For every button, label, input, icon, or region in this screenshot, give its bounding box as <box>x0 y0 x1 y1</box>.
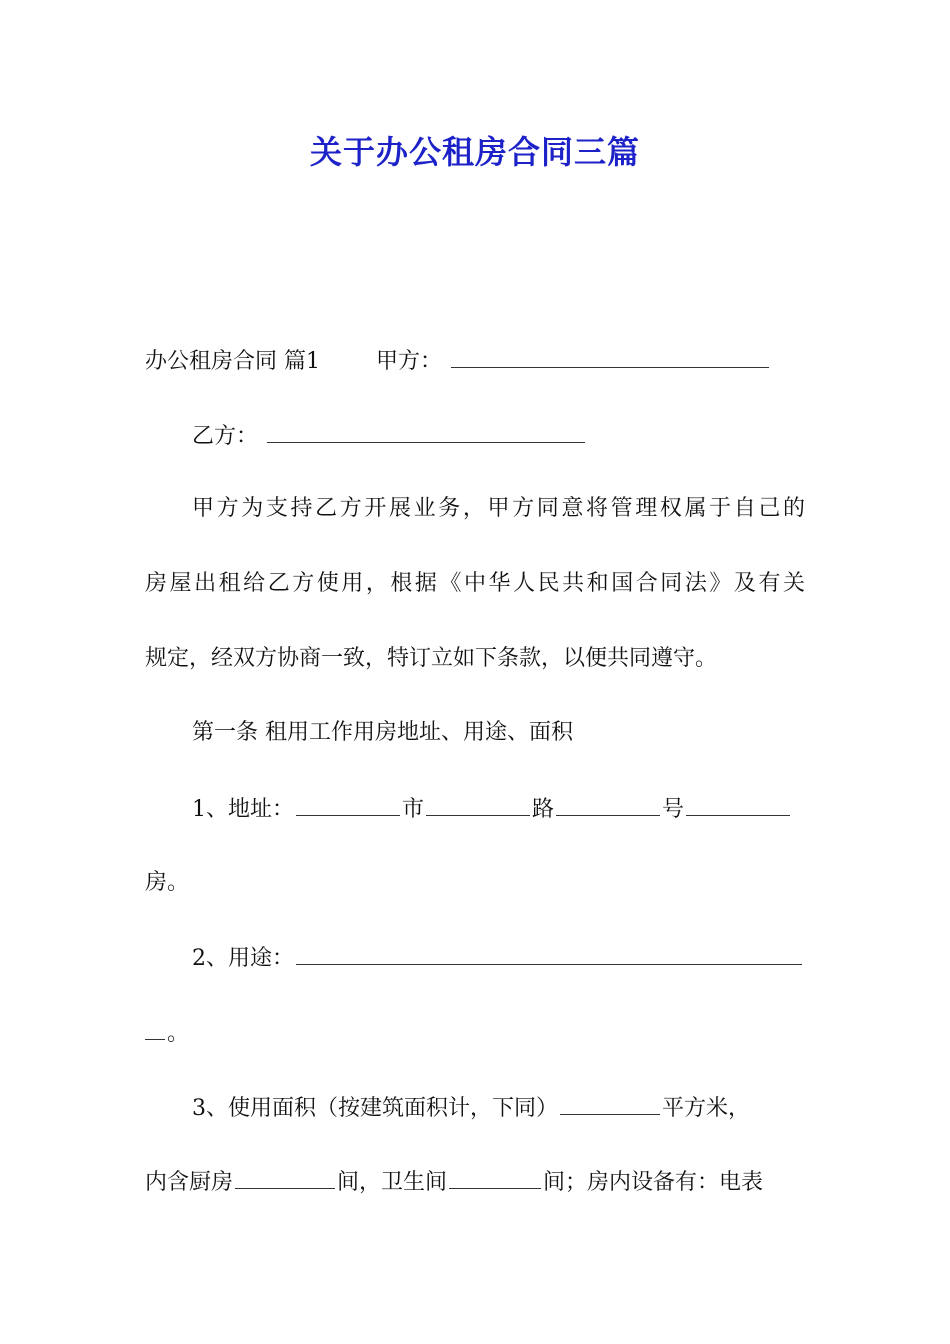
party-b-label: 乙方： <box>192 424 259 449</box>
kitchen-label: 内含厨房 <box>145 1170 234 1195</box>
use-blank[interactable] <box>296 942 802 965</box>
article-1-heading: 第一条 租用工作用房地址、用途、面积 <box>192 720 573 745</box>
use-end-punct: 。 <box>167 1021 190 1046</box>
use-blank-continued[interactable] <box>145 1017 165 1040</box>
address-room-blank[interactable] <box>686 793 790 816</box>
address-number-blank[interactable] <box>556 793 660 816</box>
bathroom-blank[interactable] <box>449 1166 541 1189</box>
party-a-blank[interactable] <box>451 345 769 368</box>
party-b-line <box>192 420 857 452</box>
address-city-blank[interactable] <box>296 793 400 816</box>
area-label: 3、使用面积（按建筑面积计，下同） <box>192 1096 558 1121</box>
address-city-label: 市 <box>402 797 425 822</box>
kitchen-unit: 间，卫生间 <box>337 1170 448 1195</box>
address-label: 1、地址： <box>192 797 294 822</box>
area-line <box>192 1092 810 1124</box>
address-line <box>192 793 810 825</box>
document-title: 关于办公租房合同三篇 <box>309 133 640 171</box>
intro-paragraph-line-2: 房屋出租给乙方使用，根据《中华人民共和国合同法》及有关 <box>145 571 805 596</box>
party-a-label: 甲方： <box>376 349 443 374</box>
rooms-line <box>145 1166 810 1198</box>
area-blank[interactable] <box>560 1092 660 1115</box>
kitchen-blank[interactable] <box>235 1166 335 1189</box>
address-number-label: 号 <box>662 797 685 822</box>
contract-section-label: 办公租房合同 篇1 <box>145 349 320 374</box>
intro-paragraph-line-3: 规定，经双方协商一致，特订立如下条款，以便共同遵守。 <box>145 646 718 671</box>
intro-paragraph-line-1: 甲方为支持乙方开展业务，甲方同意将管理权属于自己的 <box>192 496 805 521</box>
address-road-label: 路 <box>532 797 555 822</box>
area-unit: 平方米， <box>662 1096 751 1121</box>
bathroom-unit: 间；房内设备有：电表 <box>543 1170 764 1195</box>
address-end-line: 房。 <box>145 870 190 895</box>
use-line <box>192 942 810 974</box>
use-end-line <box>145 1017 810 1049</box>
contract-heading-line <box>145 345 810 377</box>
address-road-blank[interactable] <box>426 793 530 816</box>
use-label: 2、用途： <box>192 946 294 971</box>
party-b-blank[interactable] <box>267 420 585 443</box>
